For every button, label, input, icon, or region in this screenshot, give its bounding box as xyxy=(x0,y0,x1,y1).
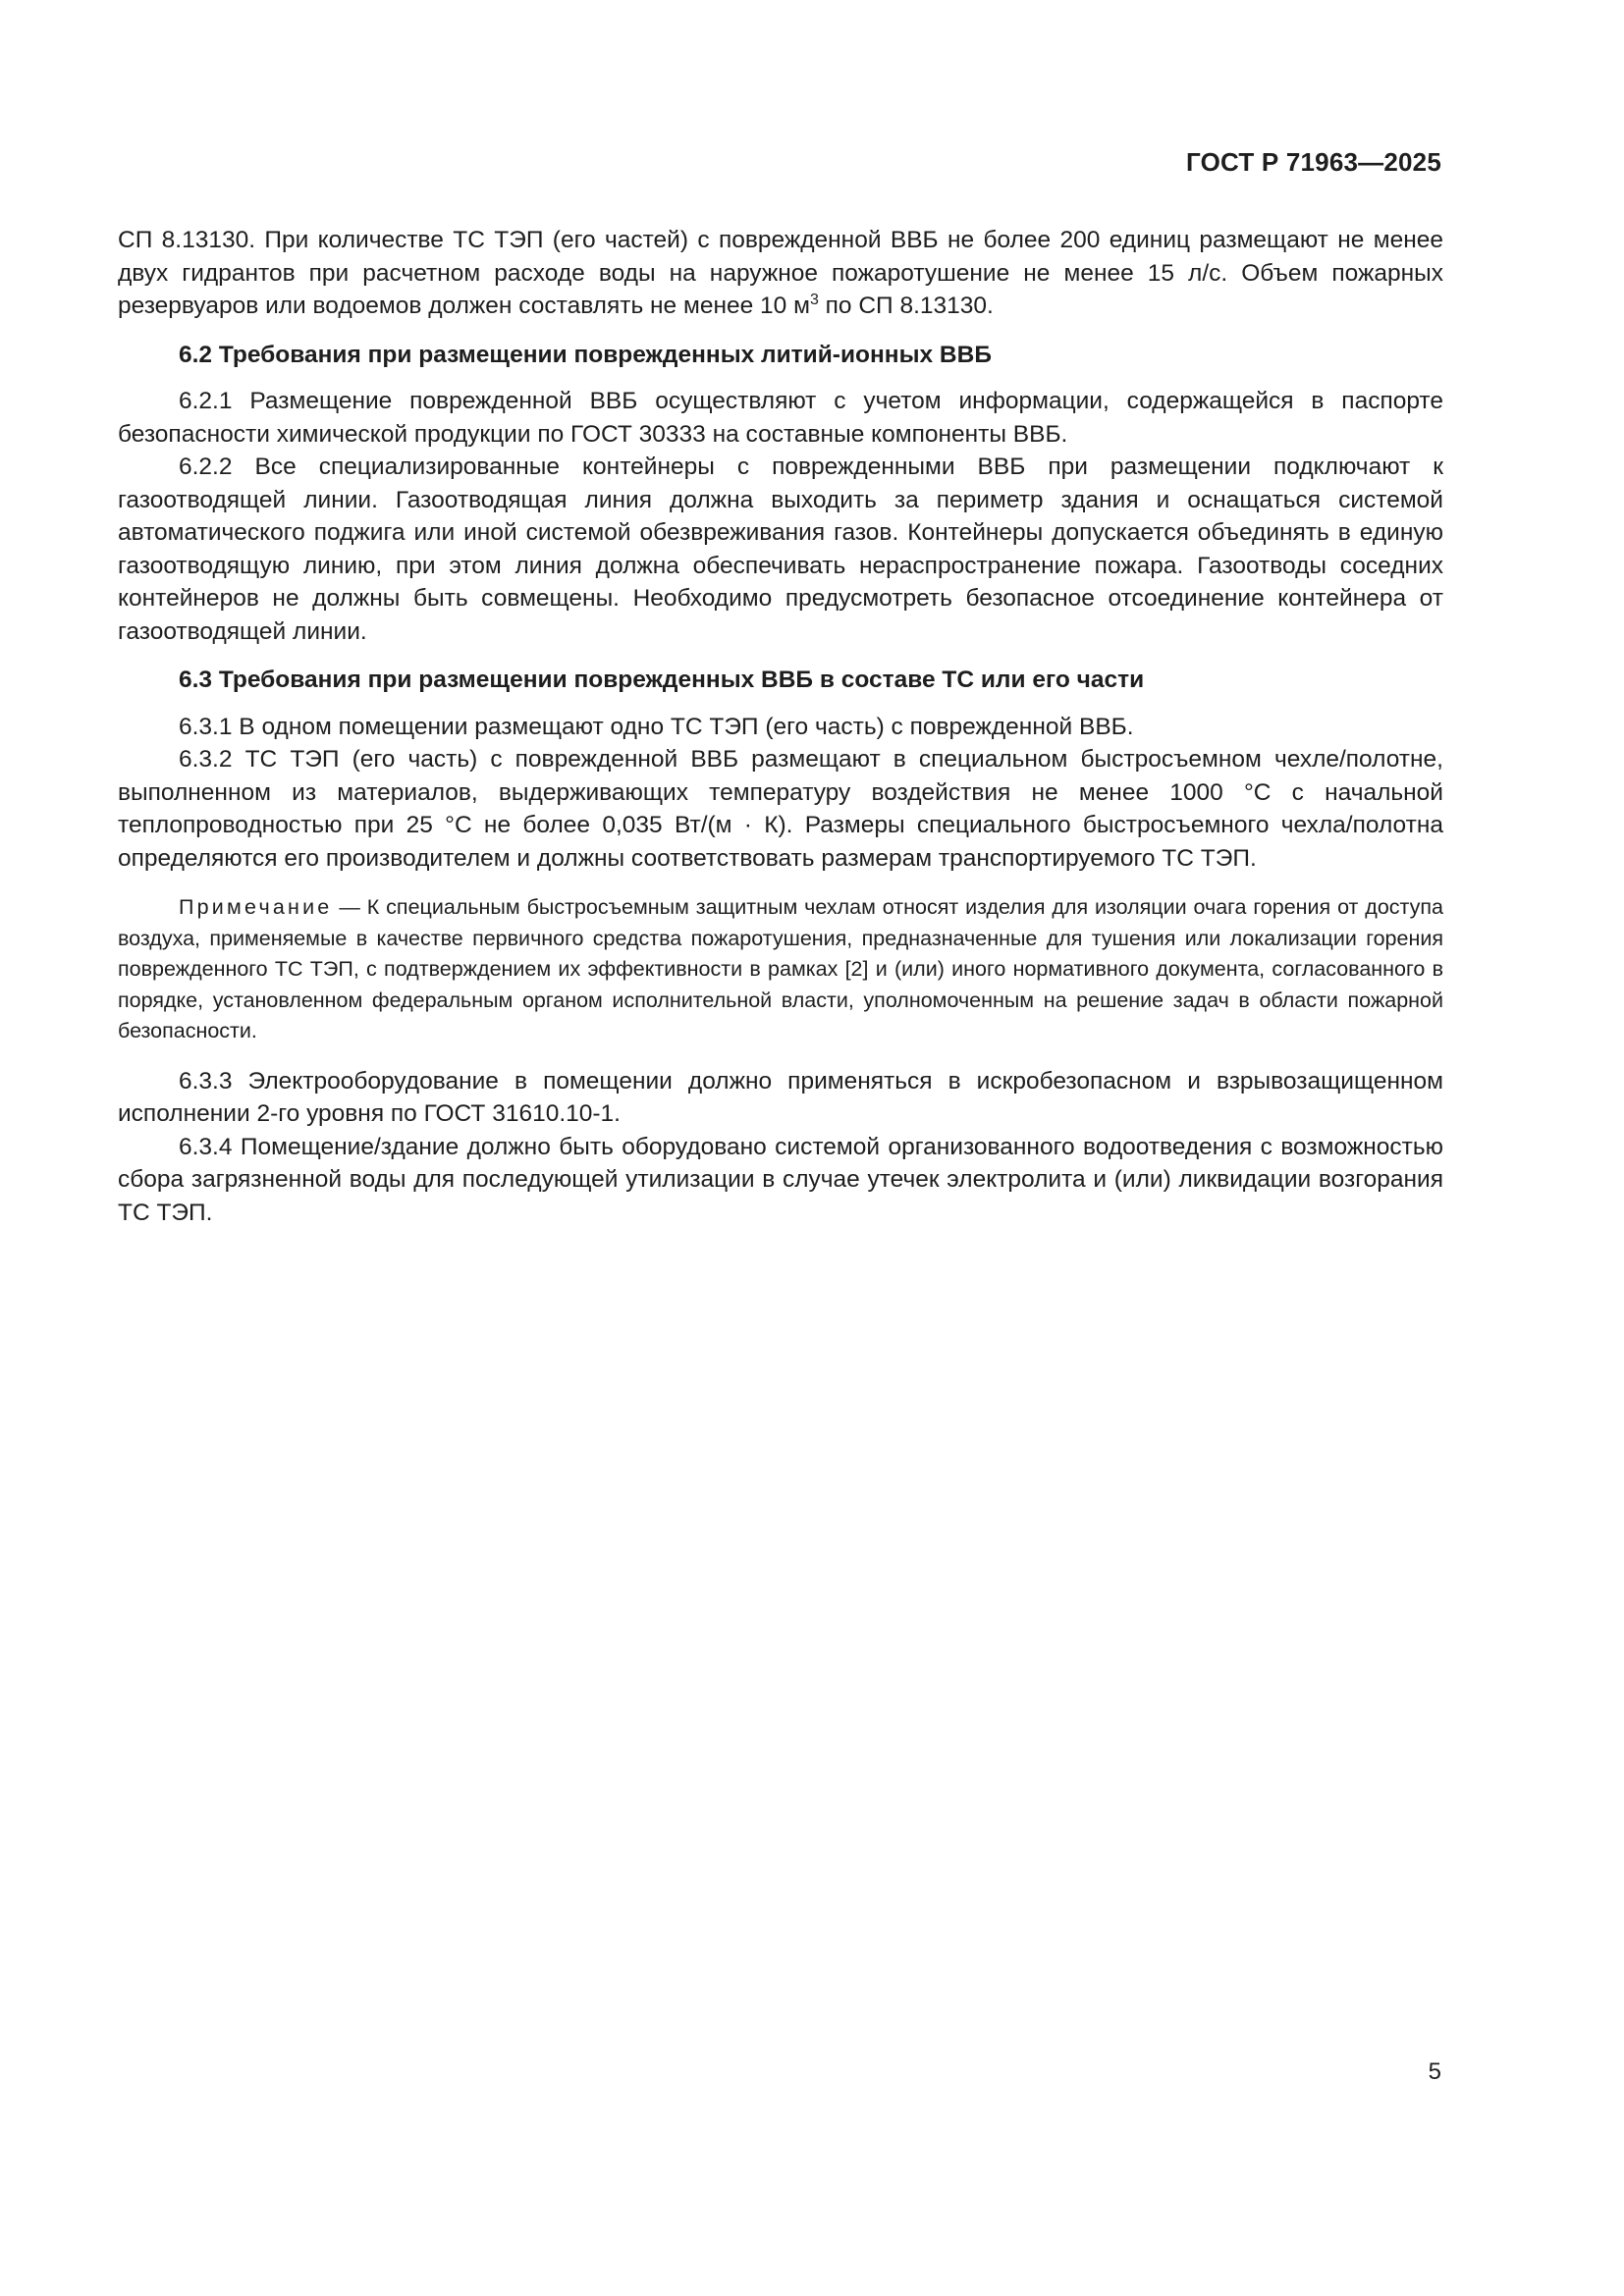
clause-6-3-3: 6.3.3 Электрооборудование в помещении должно применяться в искробезопасном и взрывозащищенном исполнении 2-го уровня по ГОСТ 31610.10-1. xyxy=(118,1067,1443,1127)
intro-paragraph xyxy=(118,224,1443,323)
note-label: Примечание xyxy=(179,895,333,919)
clause-6-3-1: 6.3.1 В одном помещении размещают одно ТС ТЭП (его часть) с поврежденной ВВБ. xyxy=(179,713,1134,740)
document-code-header: ГОСТ Р 71963—2025 xyxy=(1186,147,1441,177)
clause-6-2-1: 6.2.1 Размещение поврежденной ВВБ осуществляют с учетом информации, содержащейся в паспорте безопасности химической продукции по ГОСТ 30333 на составные компоненты ВВБ. xyxy=(118,388,1443,448)
clause-6-3-4: 6.3.4 Помещение/здание должно быть оборудовано системой организованного водоотведения с возможностью сбора загрязненной воды для последующей утилизации в случае утечек электролита и (или) ликвидации возгорания ТС ТЭП. xyxy=(118,1133,1443,1226)
clause-6-3-2: 6.3.2 ТС ТЭП (его часть) с поврежденной ВВБ размещают в специальном быстросъемном чехле/полотне, выполненном из материалов, выдерживающих температуру воздействия не менее 1000 °С с начальной теплопроводностью при 25 °С не более 0,035 Вт/(м · К). Размеры специального быстросъемного чехла/полотна определяются его производителем и должны соответствовать размерам транспортируемого ТС ТЭП. xyxy=(118,746,1443,872)
note-text: — К специальным быстросъемным защитным чехлам относят изделия для изоляции очага горения от доступа воздуха, применяемые в качестве первичного средства пожаротушения, предназначенные для тушения или локализации горения поврежденного ТС ТЭП, с подтверждением их эффективности в рамках [2] и (или) иного нормативного документа, согласованного в порядке, установленном федеральным органом исполнительной власти, уполномоченным на решение задач в области пожарной безопасности. xyxy=(118,895,1443,1042)
section-6-3-heading: 6.3 Требования при размещении поврежденных ВВБ в составе ТС или его части xyxy=(179,667,1145,693)
section-6-2-heading: 6.2 Требования при размещении поврежденных литий-ионных ВВБ xyxy=(179,341,992,368)
intro-text: СП 8.13130. При количестве ТС ТЭП (его частей) с поврежденной ВВБ не более 200 единиц размещают не менее двух гидрантов при расчетном расходе воды на наружное пожаротушение не менее 15 л/с. Объем пожарных резервуаров или водоемов должен составлять не менее 10 м xyxy=(118,227,1443,319)
clause-6-2-2: 6.2.2 Все специализированные контейнеры с поврежденными ВВБ при размещении подключают к газоотводящей линии. Газоотводящая линия должна выходить за периметр здания и оснащаться системой автоматического поджига или иной системой обезвреживания газов. Контейнеры допускается объединять в единую газоотводящую линию, при этом линия должна обеспечивать нераспространение пожара. Газоотводы соседних контейнеров не должны быть совмещены. Необходимо предусмотреть безопасное отсоединение контейнера от газоотводящей линии. xyxy=(118,454,1443,645)
note-paragraph xyxy=(118,892,1443,1047)
superscript-exponent: 3 xyxy=(809,292,819,308)
intro-text-end: по СП 8.13130. xyxy=(818,293,994,319)
document-body xyxy=(118,224,1443,1229)
page-number: 5 xyxy=(1428,2058,1441,2085)
